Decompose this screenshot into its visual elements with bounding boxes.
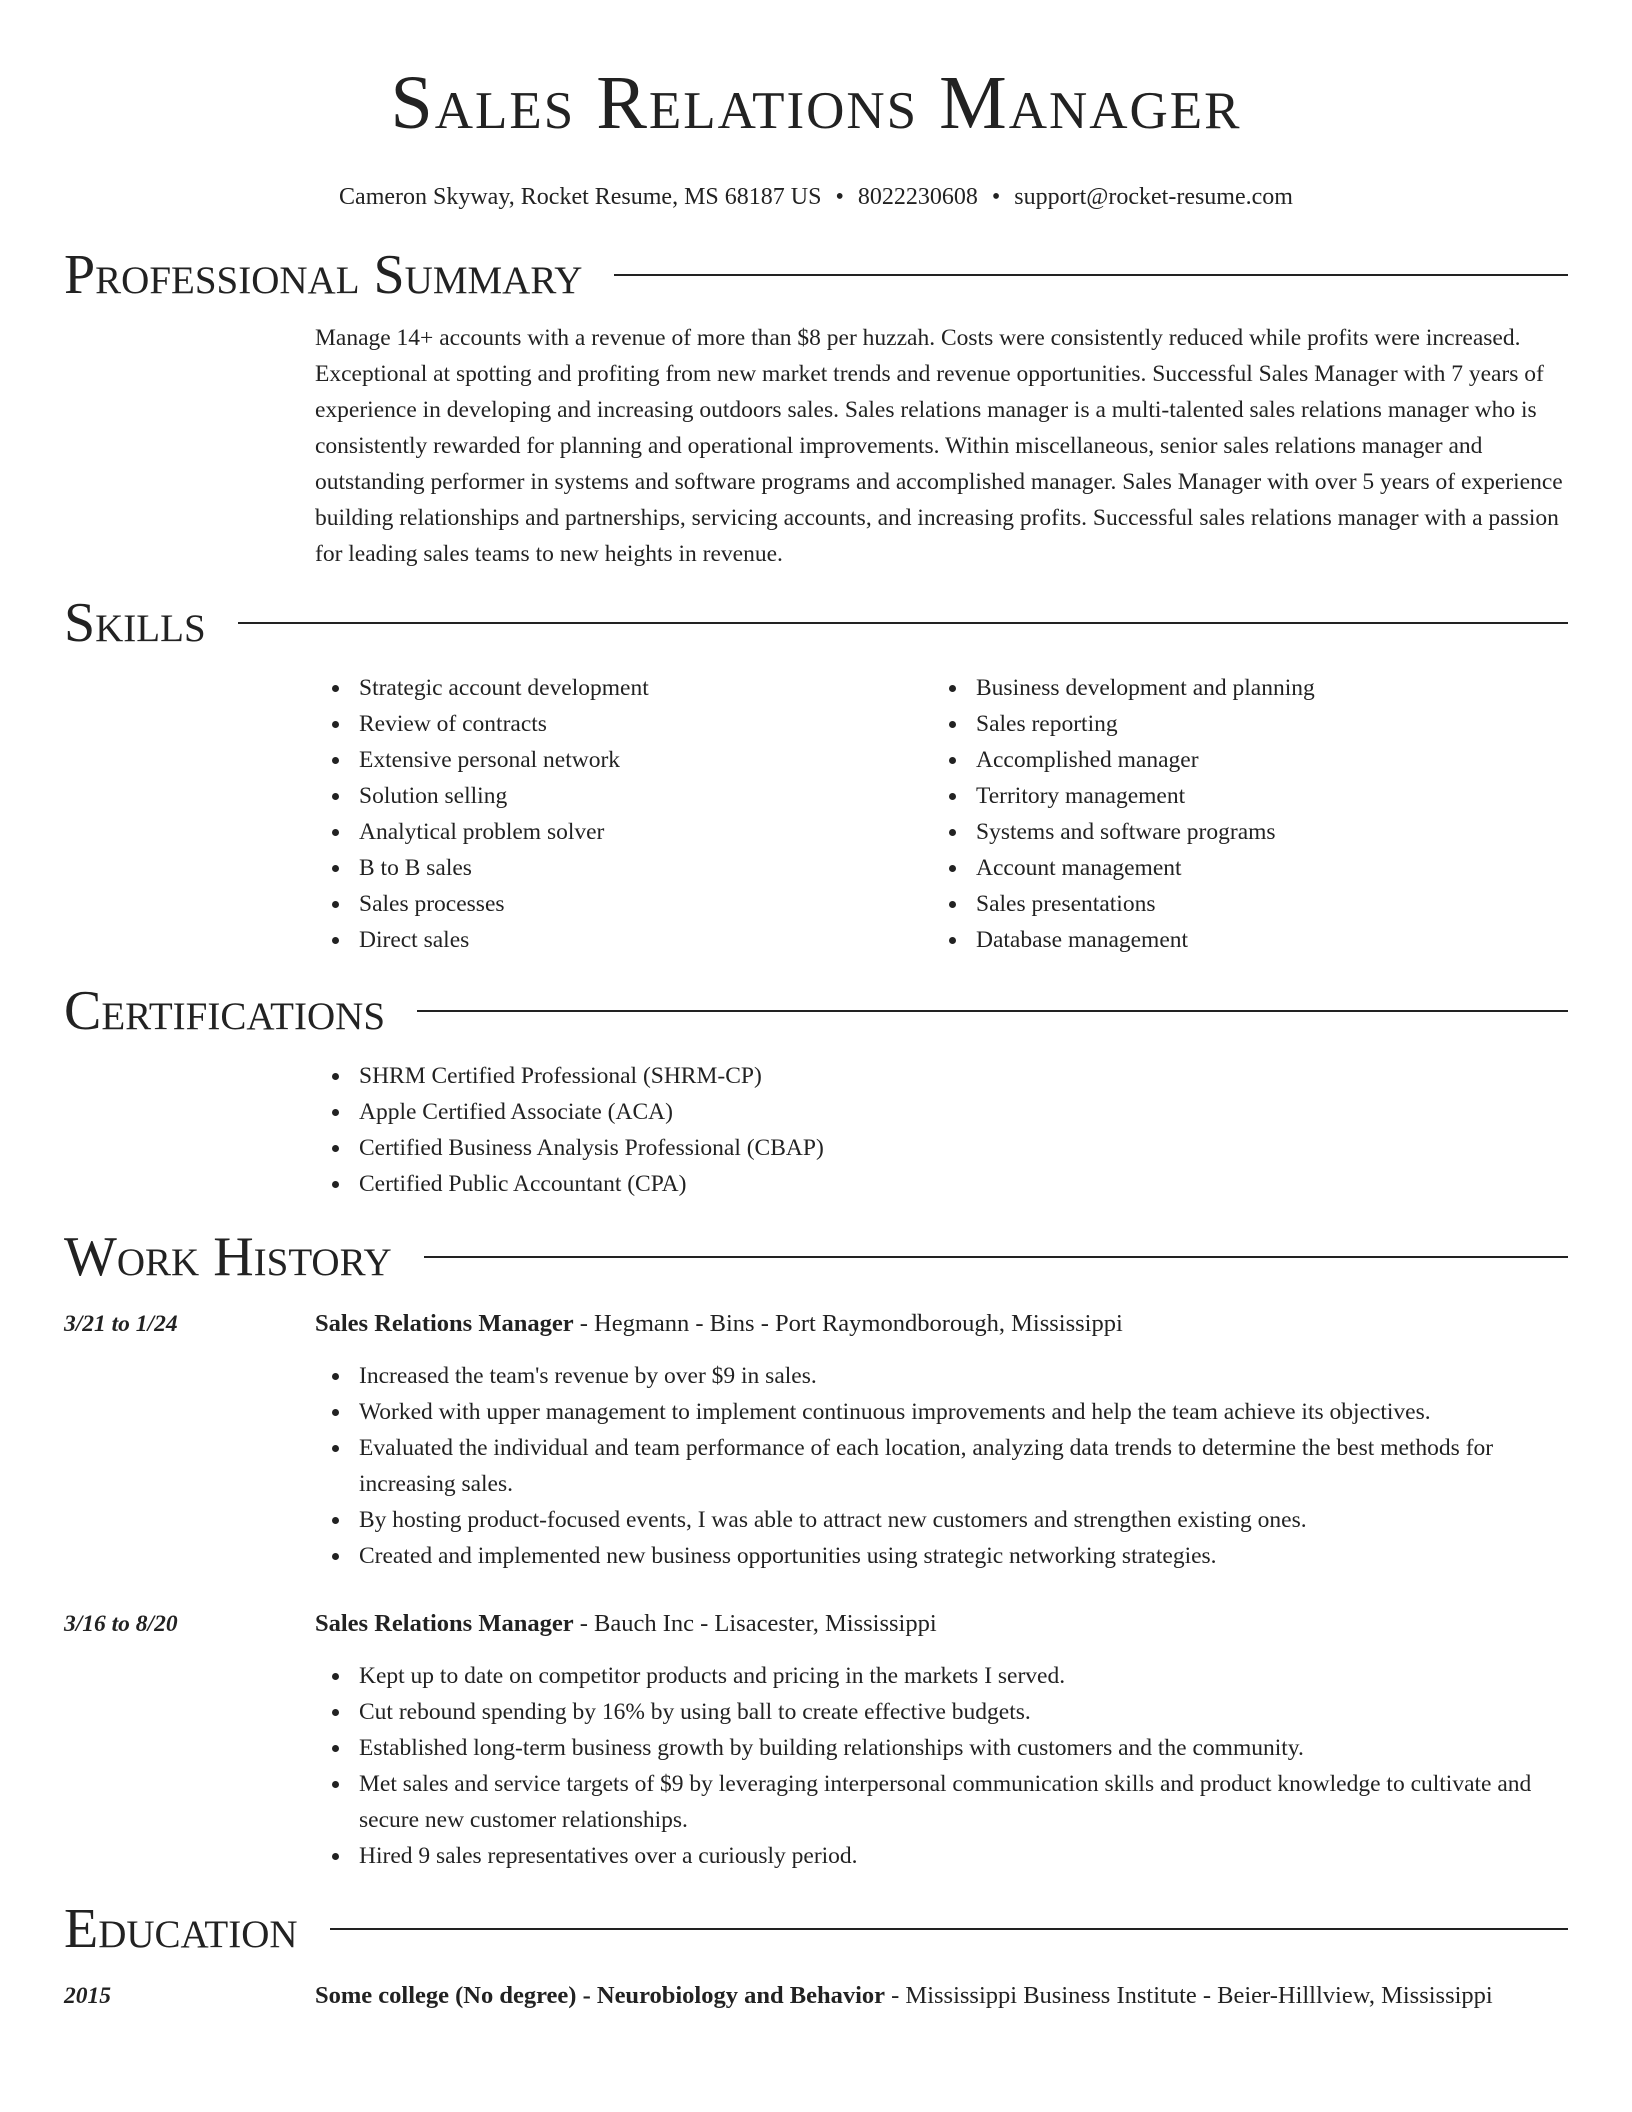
skill-item: Sales processes [315, 886, 932, 922]
education-details [315, 1978, 1568, 2014]
skill-item: Direct sales [315, 922, 932, 958]
job-heading [315, 1606, 1568, 1642]
work-title: Work History [64, 1226, 392, 1288]
certification-item: Certified Business Analysis Professional (CBAP) [315, 1130, 1568, 1166]
skill-item: Accomplished manager [932, 742, 1549, 778]
summary-text: Manage 14+ accounts with a revenue of more than $8 per huzzah. Costs were consistently reduced while profits were increased. Exceptional at spotting and profiting from new market trends and revenue opportunities. Successful Sales Manager with 7 years of experience in developing and increasing outdoors sales. Sales relations manager is a multi-talented sales relations manager who is consistently rewarded for planning and operational improvements. Within miscellaneous, senior sales relations manager and outstanding performer in systems and software programs and accomplished manager. Sales Manager with over 5 years of experience building relationships and partnerships, servicing accounts, and increasing profits. Successful sales relations manager with a passion for leading sales teams to new heights in revenue. [315, 325, 1563, 567]
job-bullet: Hired 9 sales representatives over a curiously period. [315, 1838, 1568, 1874]
resume-name: Sales Relations Manager [390, 61, 1242, 145]
skill-item: Solution selling [315, 778, 932, 814]
job-bullet: Worked with upper management to implement continuous improvements and help the team achieve its objectives. [315, 1394, 1568, 1430]
contact-separator: • [991, 184, 1001, 210]
section-divider [417, 1010, 1568, 1012]
education-section-header [64, 1896, 1568, 1962]
certifications-list [315, 1058, 1568, 1202]
skill-item: Review of contracts [315, 706, 932, 742]
contact-line [64, 182, 1568, 212]
job-role: Sales Relations Manager [315, 1610, 574, 1637]
skill-item: Sales reporting [932, 706, 1549, 742]
skill-item: B to B sales [315, 850, 932, 886]
job-role: Sales Relations Manager [315, 1310, 574, 1337]
certifications-title: Certifications [64, 980, 386, 1042]
section-divider [330, 1928, 1568, 1930]
skill-item: Analytical problem solver [315, 814, 932, 850]
certification-item: SHRM Certified Professional (SHRM-CP) [315, 1058, 1568, 1094]
job-bullet: Increased the team's revenue by over $9 in sales. [315, 1358, 1568, 1394]
skill-item: Sales presentations [932, 886, 1549, 922]
section-divider [614, 274, 1568, 276]
job-entry [64, 1606, 1568, 1874]
job-entry [64, 1306, 1568, 1574]
job-bullet: Evaluated the individual and team performance of each location, analyzing data trends to determine the best methods for increasing sales. [315, 1430, 1568, 1502]
job-bullets [315, 1658, 1568, 1874]
skills-list-left [315, 670, 932, 958]
contact-email: support@rocket-resume.com [1014, 184, 1293, 210]
job-bullet: Kept up to date on competitor products and pricing in the markets I served. [315, 1658, 1568, 1694]
skill-item: Business development and planning [932, 670, 1549, 706]
certifications-section [315, 1058, 1568, 1202]
job-dates: 3/21 to 1/24 [64, 1311, 178, 1337]
skill-item: Systems and software programs [932, 814, 1549, 850]
skill-item: Territory management [932, 778, 1549, 814]
education-degree: Some college (No degree) - Neurobiology and Behavior [315, 1982, 886, 2009]
section-divider [238, 622, 1568, 624]
certification-item: Certified Public Accountant (CPA) [315, 1166, 1568, 1202]
skills-title: Skills [64, 592, 206, 654]
skill-item: Account management [932, 850, 1549, 886]
job-dates: 3/16 to 8/20 [64, 1611, 178, 1637]
job-bullet: Created and implemented new business opportunities using strategic networking strategies. [315, 1538, 1568, 1574]
skill-item: Database management [932, 922, 1549, 958]
certification-item: Apple Certified Associate (ACA) [315, 1094, 1568, 1130]
job-heading [315, 1306, 1568, 1342]
skills-list-right [932, 670, 1549, 958]
job-details [315, 1606, 1568, 1874]
job-bullet: Met sales and service targets of $9 by leveraging interpersonal communication skills and product knowledge to cultivate and secure new customer relationships. [315, 1766, 1568, 1838]
job-bullet: By hosting product-focused events, I was able to attract new customers and strengthen existing ones. [315, 1502, 1568, 1538]
summary-section [315, 320, 1568, 572]
job-bullet: Cut rebound spending by 16% by using ball to create effective budgets. [315, 1694, 1568, 1730]
certifications-section-header [64, 978, 1568, 1044]
summary-section-header [64, 242, 1568, 308]
job-bullet: Established long-term business growth by building relationships with customers and the community. [315, 1730, 1568, 1766]
skills-section-header [64, 590, 1568, 656]
job-bullets [315, 1358, 1568, 1574]
education-year: 2015 [64, 1983, 111, 2009]
job-company: - Bauch Inc - Lisacester, Mississippi [573, 1610, 937, 1637]
section-divider [424, 1256, 1568, 1258]
skill-item: Strategic account development [315, 670, 932, 706]
education-title: Education [64, 1898, 298, 1960]
education-school: - Mississippi Business Institute - Beier-Hilllview, Mississippi [885, 1982, 1493, 2009]
skills-section [315, 670, 1568, 958]
summary-title: Professional Summary [64, 244, 583, 306]
work-section-header [64, 1224, 1568, 1290]
job-details [315, 1306, 1568, 1574]
skill-item: Extensive personal network [315, 742, 932, 778]
contact-phone: 8022230608 [857, 184, 978, 210]
job-company: - Hegmann - Bins - Port Raymondborough, Mississippi [573, 1310, 1123, 1337]
contact-separator: • [835, 184, 844, 210]
contact-address: Cameron Skyway, Rocket Resume, MS 68187 US [339, 184, 822, 210]
education-entry [64, 1978, 1568, 2014]
